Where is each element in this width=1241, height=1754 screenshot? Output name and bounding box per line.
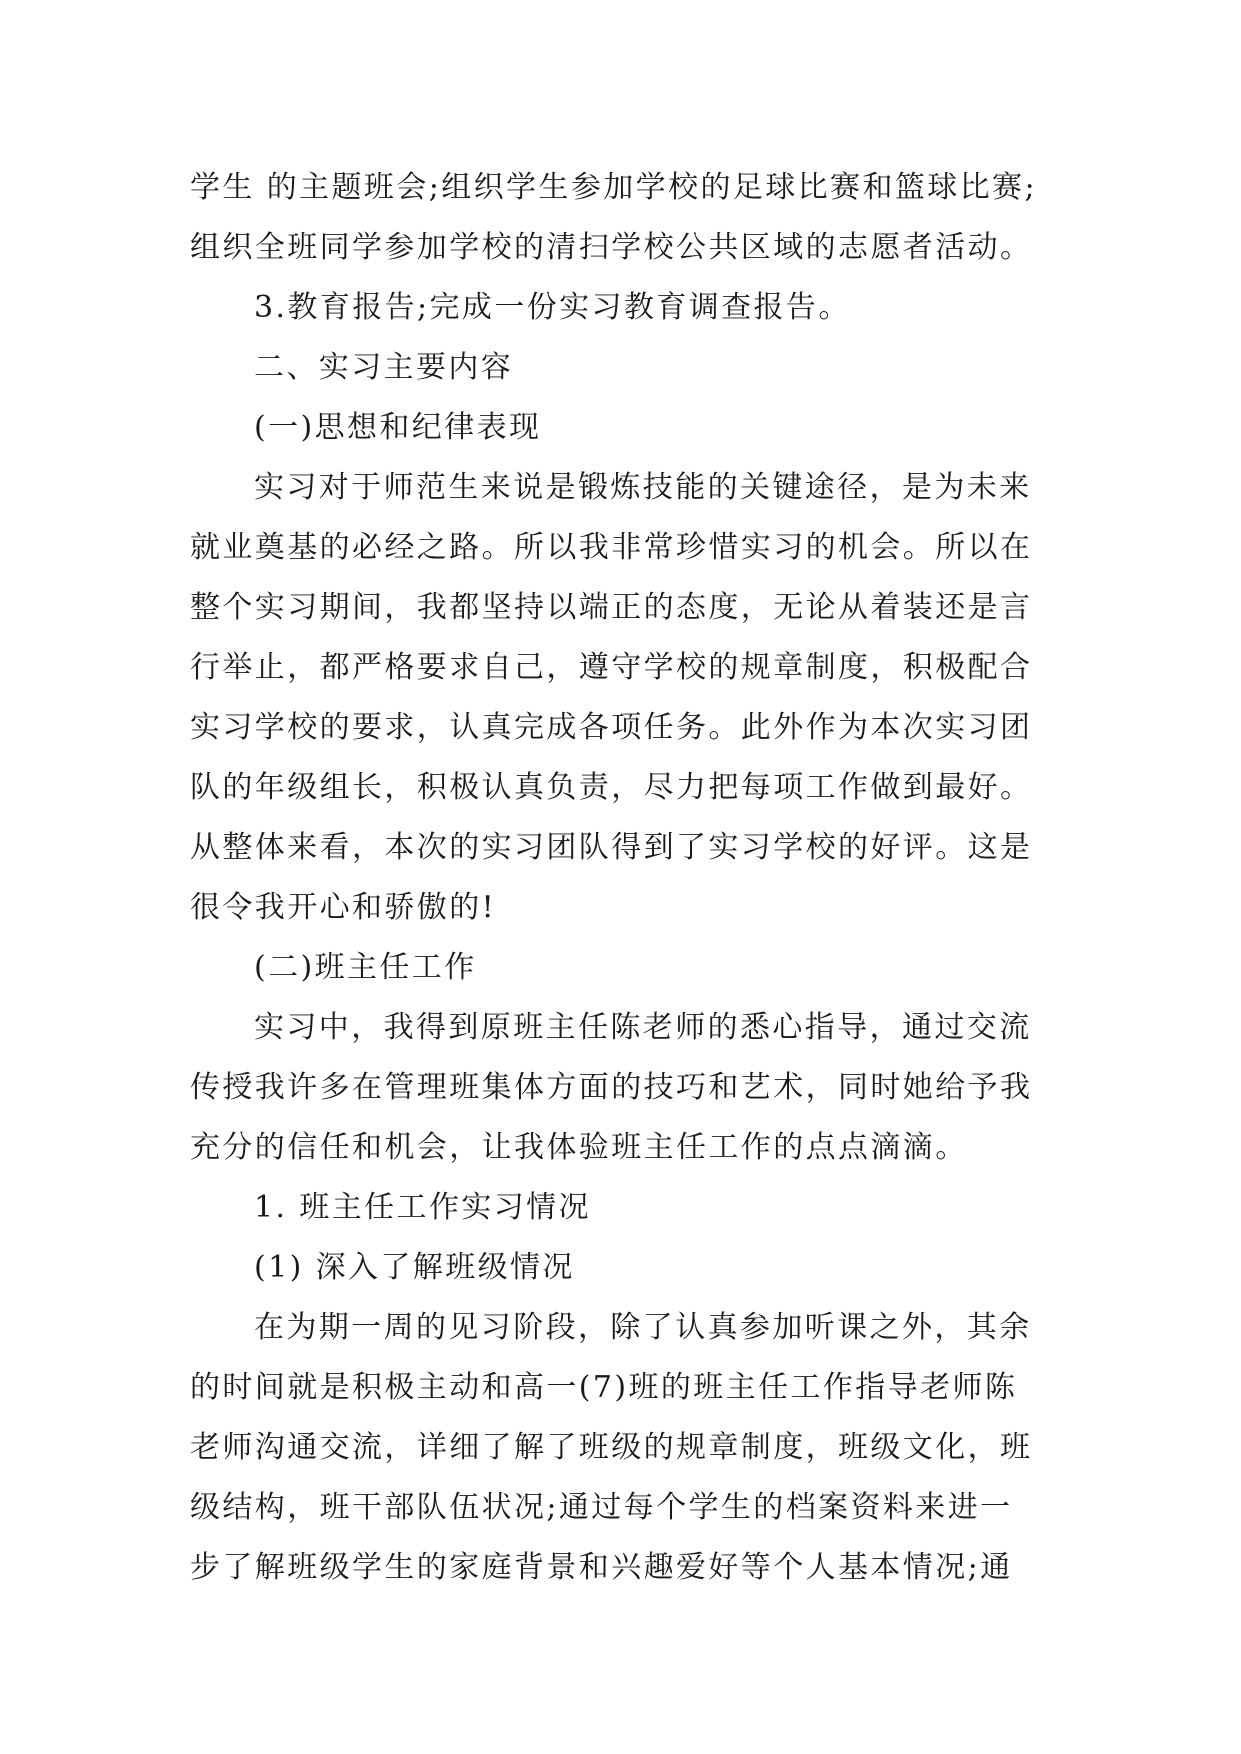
text-line: 实习学校的要求，认真完成各项任务。此外作为本次实习团 [190,710,1033,745]
subsection-heading: (一)思想和纪律表现 [254,410,542,445]
text-line: 实习对于师范生来说是锻炼技能的关键途径，是为未来 [254,470,1032,505]
text-line: 3.教育报告;完成一份实习教育调查报告。 [254,290,851,325]
document-body [190,158,1060,1598]
text-line: 级结构，班干部队伍状况;通过每个学生的档案资料来进一 [190,1490,1013,1525]
numbered-heading: (1) 深入了解班级情况 [254,1250,575,1285]
text-line: 就业奠基的必经之路。所以我非常珍惜实习的机会。所以在 [190,530,1033,565]
text-line: 步了解班级学生的家庭背景和兴趣爱好等个人基本情况;通 [190,1550,1013,1585]
text-line: 队的年级组长，积极认真负责，尽力把每项工作做到最好。 [190,770,1033,805]
text-line: 学生 的主题班会;组织学生参加学校的足球比赛和篮球比赛; [190,170,1037,205]
numbered-heading: 1. 班主任工作实习情况 [254,1190,591,1225]
text-line: 行举止，都严格要求自己，遵守学校的规章制度，积极配合 [190,650,1033,685]
text-line: 组织全班同学参加学校的清扫学校公共区域的志愿者活动。 [190,230,1033,265]
text-line: 传授我许多在管理班集体方面的技巧和艺术，同时她给予我 [190,1070,1033,1105]
text-line: 的时间就是积极主动和高一(7)班的班主任工作指导老师陈 [190,1370,1018,1405]
text-line: 老师沟通交流，详细了解了班级的规章制度，班级文化，班 [190,1430,1033,1465]
text-line: 很令我开心和骄傲的! [190,890,497,925]
subsection-heading: (二)班主任工作 [254,950,477,985]
text-line: 整个实习期间，我都坚持以端正的态度，无论从着装还是言 [190,590,1033,625]
section-heading: 二、实习主要内容 [254,350,514,385]
text-line: 充分的信任和机会，让我体验班主任工作的点点滴滴。 [190,1130,968,1165]
text-line: 从整体来看，本次的实习团队得到了实习学校的好评。这是 [190,830,1033,865]
text-line: 在为期一周的见习阶段，除了认真参加听课之外，其余 [254,1310,1032,1345]
text-line: 实习中，我得到原班主任陈老师的悉心指导，通过交流 [254,1010,1032,1045]
